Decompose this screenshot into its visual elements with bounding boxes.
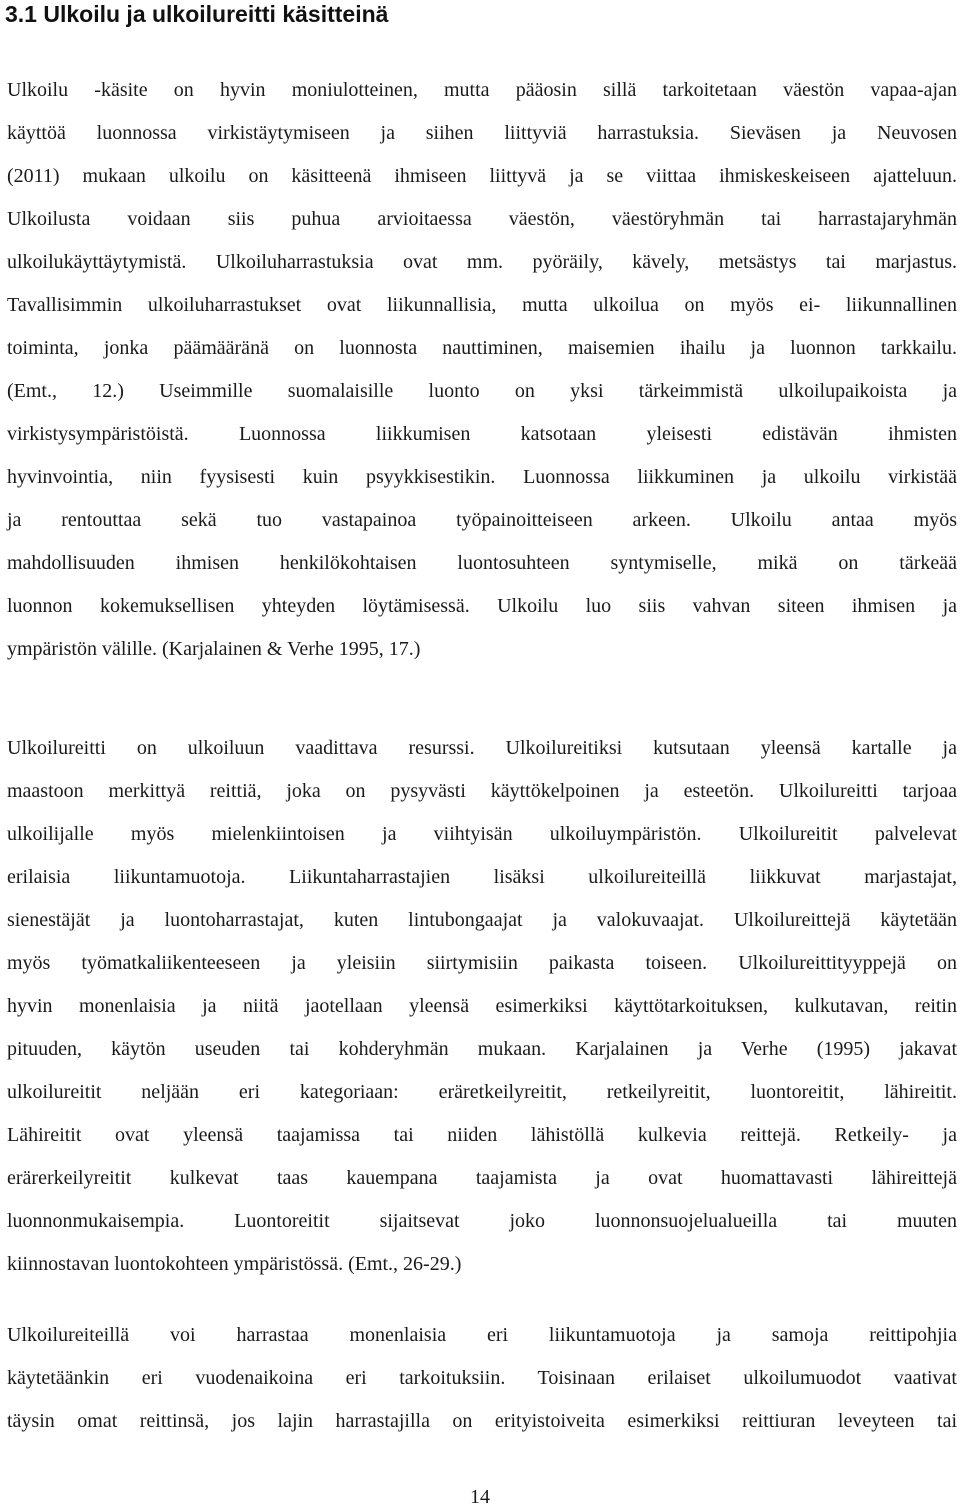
text-line: Ulkoilureitti on ulkoiluun vaadittava resurssi. Ulkoilureitiksi kutsutaan yleensä kartalle ja [7, 737, 957, 759]
text-line: käytetäänkin eri vuodenaikoina eri tarkoituksiin. Toisinaan erilaiset ulkoilumuodot vaativat [7, 1367, 957, 1389]
section-heading: 3.1 Ulkoilu ja ulkoilureitti käsitteinä [5, 1, 389, 27]
text-line: virkistysympäristöistä. Luonnossa liikkumisen katsotaan yleisesti edistävän ihmisten [7, 423, 957, 445]
text-line: ja rentouttaa sekä tuo vastapainoa työpainoitteiseen arkeen. Ulkoilu antaa myös [7, 509, 957, 531]
text-line: luonnon kokemuksellisen yhteyden löytämisessä. Ulkoilu luo siis vahvan siteen ihmisen ja [7, 595, 957, 617]
text-line: mahdollisuuden ihmisen henkilökohtaisen luontosuhteen syntymiselle, mikä on tärkeää [7, 552, 957, 574]
text-line: luonnonmukaisempia. Luontoreitit sijaitsevat joko luonnonsuojelualueilla tai muuten [7, 1210, 957, 1232]
text-line: ulkoilureitit neljään eri kategoriaan: eräretkeilyreitit, retkeilyreitit, luontoreitit, lähireitit. [7, 1081, 957, 1103]
text-line: (2011) mukaan ulkoilu on käsitteenä ihmiseen liittyvä ja se viittaa ihmiskeskeiseen ajatteluun. [7, 165, 957, 187]
text-line: hyvin monenlaisia ja niitä jaotellaan yleensä esimerkiksi käyttötarkoituksen, kulkutavan, reitin [7, 995, 957, 1017]
paragraph-outdoor-concept [7, 69, 957, 671]
text-line: täysin omat reittinsä, jos lajin harrastajilla on erityistoiveita esimerkiksi reittiuran leveyteen tai [7, 1410, 957, 1432]
text-line: Tavallisimmin ulkoiluharrastukset ovat liikunnallisia, mutta ulkoilua on myös ei- liikunnallinen [7, 294, 957, 316]
text-line: Ulkoilusta voidaan siis puhua arvioitaessa väestön, väestöryhmän tai harrastajaryhmän [7, 208, 957, 230]
text-line: ympäristön välille. (Karjalainen & Verhe 1995, 17.) [7, 638, 421, 660]
text-line: ulkoilukäyttäytymistä. Ulkoiluharrastuksia ovat mm. pyöräily, kävely, metsästys tai marjastus. [7, 251, 957, 273]
text-line: erilaisia liikuntamuotoja. Liikuntaharrastajien lisäksi ulkoilureiteillä liikkuvat marjastajat, [7, 866, 957, 888]
text-line: Ulkoilu -käsite on hyvin moniulotteinen, mutta pääosin sillä tarkoitetaan väestön vapaa-ajan [7, 79, 957, 101]
text-line: (Emt., 12.) Useimmille suomalaisille luonto on yksi tärkeimmistä ulkoilupaikoista ja [7, 380, 957, 402]
paragraph-trail-uses [7, 1314, 957, 1443]
text-line: maastoon merkittyä reittiä, joka on pysyvästi käyttökelpoinen ja esteetön. Ulkoilureitti tarjoaa [7, 780, 957, 802]
text-line: ulkoilijalle myös mielenkiintoisen ja viihtyisän ulkoiluympäristön. Ulkoilureitit palvelevat [7, 823, 957, 845]
text-line: käyttöä luonnossa virkistäytymiseen ja siihen liittyviä harrastuksia. Sieväsen ja Neuvosen [7, 122, 957, 144]
text-line: sienestäjät ja luontoharrastajat, kuten lintubongaajat ja valokuvaajat. Ulkoilureittejä käytetään [7, 909, 957, 931]
text-line: hyvinvointia, niin fyysisesti kuin psyykkisestikin. Luonnossa liikkuminen ja ulkoilu virkistää [7, 466, 957, 488]
text-line: toiminta, jonka päämääränä on luonnosta nauttiminen, maisemien ihailu ja luonnon tarkkailu. [7, 337, 957, 359]
paragraph-outdoor-trail [7, 727, 957, 1286]
text-line: Ulkoilureiteillä voi harrastaa monenlaisia eri liikuntamuotoja ja samoja reittipohjia [7, 1324, 957, 1346]
text-line: Lähireitit ovat yleensä taajamissa tai niiden lähistöllä kulkevia reittejä. Retkeily- ja [7, 1124, 957, 1146]
text-line: kiinnostavan luontokohteen ympäristössä. (Emt., 26-29.) [7, 1253, 462, 1275]
text-line: myös työmatkaliikenteeseen ja yleisiin siirtymisiin paikasta toiseen. Ulkoilureittityyppejä on [7, 952, 957, 974]
text-line: pituuden, käytön useuden tai kohderyhmän mukaan. Karjalainen ja Verhe (1995) jakavat [7, 1038, 957, 1060]
text-line: erärerkeilyreitit kulkevat taas kauempana taajamista ja ovat huomattavasti lähireittejä [7, 1167, 957, 1189]
page-number: 14 [470, 1486, 490, 1508]
